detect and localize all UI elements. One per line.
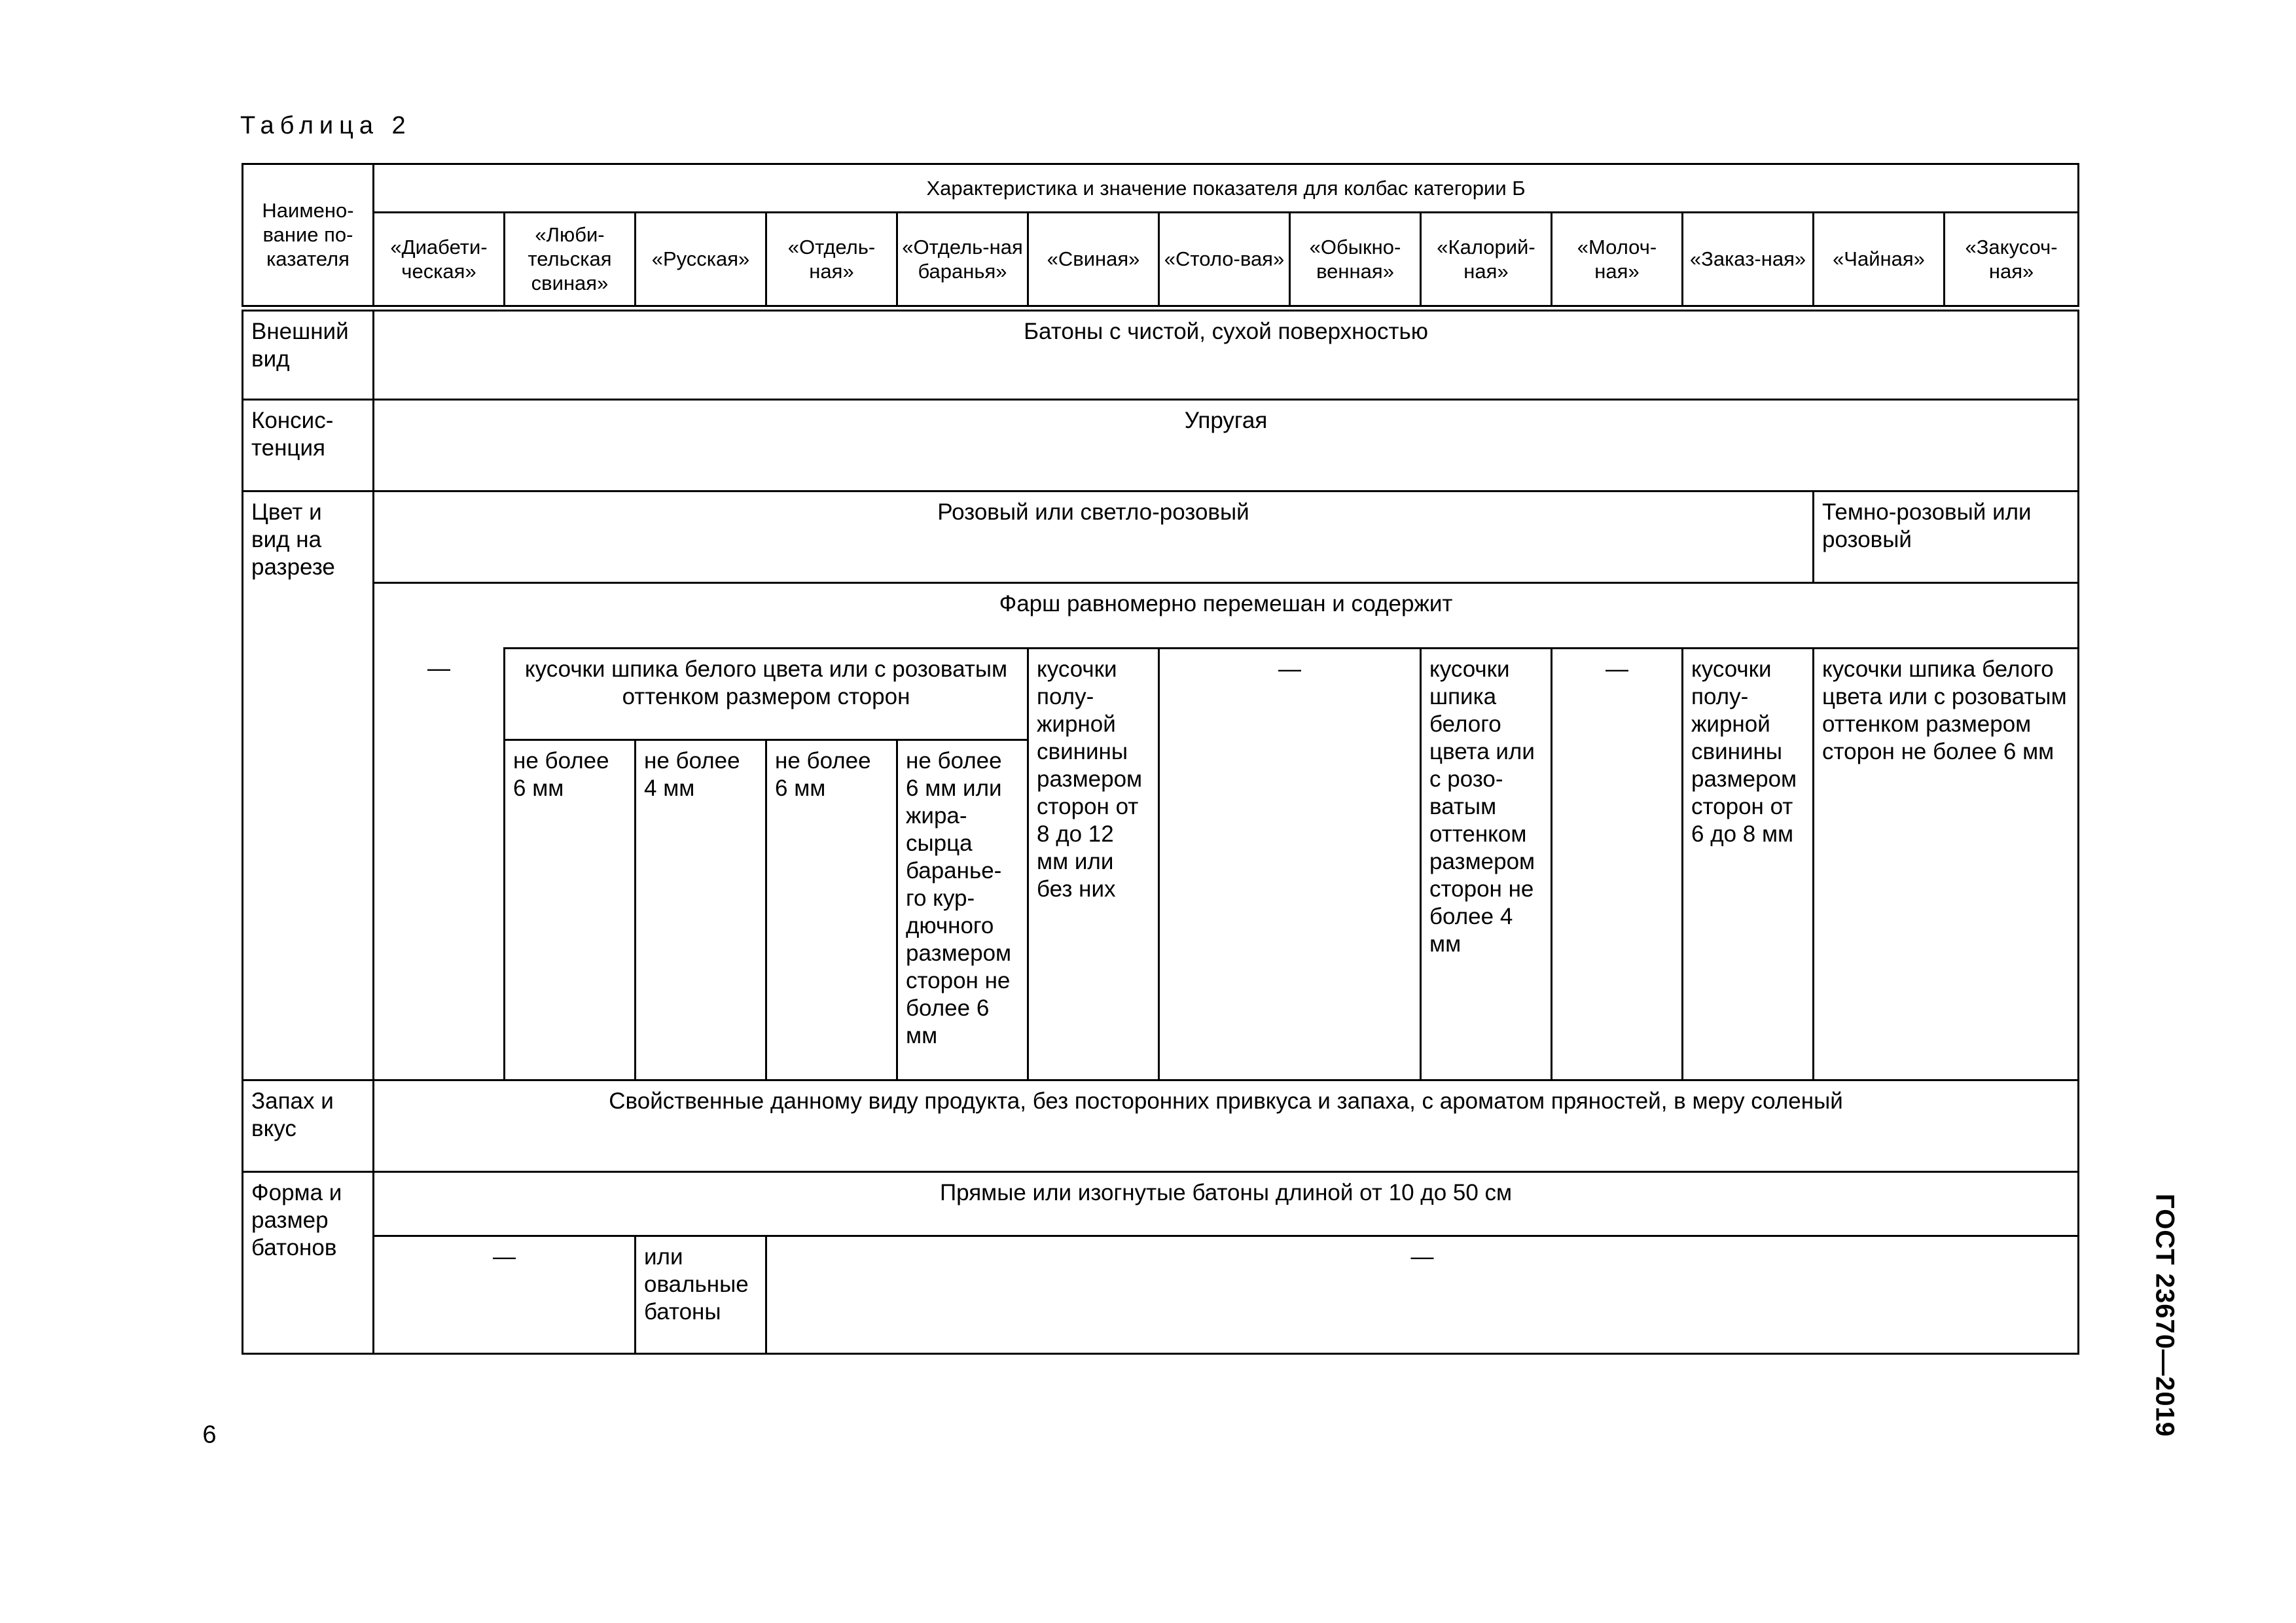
row-label-appearance: Внешний вид (243, 308, 374, 400)
russkaya-value: не более 4 мм (636, 740, 766, 1080)
row-label-color: Цвет и вид на разрезе (243, 491, 374, 1080)
row-label-smell: Запах и вкус (243, 1080, 374, 1172)
diabeticheskaya-dash: — (374, 649, 505, 1080)
lard-header: кусочки шпика белого цвета или с розоватым оттенком размером сторон (505, 649, 1028, 740)
shape-dash-left: — (374, 1236, 636, 1354)
svinaya-value: кусочки полу-жирной свинины размером сторон от 8 до 12 мм или без них (1028, 649, 1159, 1080)
zakaznaya-value: кусочки полу-жирной свинины размером сторон от 6 до 8 мм (1683, 649, 1814, 1080)
otdelnaya-value: не более 6 мм (766, 740, 897, 1080)
gost-label: ГОСТ 23670—2019 (2150, 1194, 2179, 1437)
appearance-value: Батоны с чистой, сухой поверхностью (374, 308, 2079, 400)
table-caption: Таблица 2 (240, 112, 412, 139)
color-value-last: Темно-розовый или розовый (1814, 491, 2079, 583)
otdelnaya-baranya-value: не более 6 мм или жира-сырца баранье-го кур-дючного размером сторон не более 6 мм (897, 740, 1028, 1080)
column-header: «Закусоч-ная» (1945, 213, 2079, 308)
corner-header: Наимено-вание по-казателя (243, 164, 374, 308)
gost-designation (2135, 1178, 2194, 1453)
mince-header: Фарш равномерно перемешан и содержит (374, 583, 2079, 649)
group-header: Характеристика и значение показателя для колбас категории Б (374, 164, 2079, 213)
shape-russkaya-value: или овальные батоны (636, 1236, 766, 1354)
column-header: «Обыкно-венная» (1290, 213, 1421, 308)
color-value-main: Розовый или светло-розовый (374, 491, 1814, 583)
shape-value: Прямые или изогнутые батоны длиной от 10 до 50 см (374, 1172, 2079, 1236)
page-number (196, 1417, 223, 1450)
column-header: «Отдель-ная баранья» (897, 213, 1028, 308)
chaynaya-zakusochnaya-value: кусочки шпика белого цвета или с розоватым оттенком размером сторон не более 6 мм (1814, 649, 2079, 1080)
kaloriynaya-value: кусочки шпика белого цвета или с розо-ватым оттенком размером сторон не более 4 мм (1421, 649, 1552, 1080)
column-header: «Молоч-ная» (1552, 213, 1683, 308)
column-header: «Столо-вая» (1159, 213, 1290, 308)
column-header: «Калорий-ная» (1421, 213, 1552, 308)
column-header: «Свиная» (1028, 213, 1159, 308)
row-label-consistency: Консис-тенция (243, 400, 374, 491)
lyubitelskaya-value: не более 6 мм (505, 740, 636, 1080)
molochnaya-dash: — (1552, 649, 1683, 1080)
stolovaya-obyknovennaya-dash: — (1159, 649, 1421, 1080)
column-header: «Заказ-ная» (1683, 213, 1814, 308)
row-label-shape: Форма и размер батонов (243, 1172, 374, 1354)
page-number-label: 9 (202, 1419, 217, 1448)
consistency-value: Упругая (374, 400, 2079, 491)
shape-dash-right: — (766, 1236, 2079, 1354)
column-header: «Диабети-ческая» (374, 213, 505, 308)
smell-value: Свойственные данному виду продукта, без посторонних привкуса и запаха, с ароматом пряностей, в меру соленый (374, 1080, 2079, 1172)
column-header: «Чайная» (1814, 213, 1945, 308)
characteristics-table (242, 163, 2079, 1355)
column-header: «Отдель-ная» (766, 213, 897, 308)
column-header: «Русская» (636, 213, 766, 308)
column-header: «Люби-тельская свиная» (505, 213, 636, 308)
